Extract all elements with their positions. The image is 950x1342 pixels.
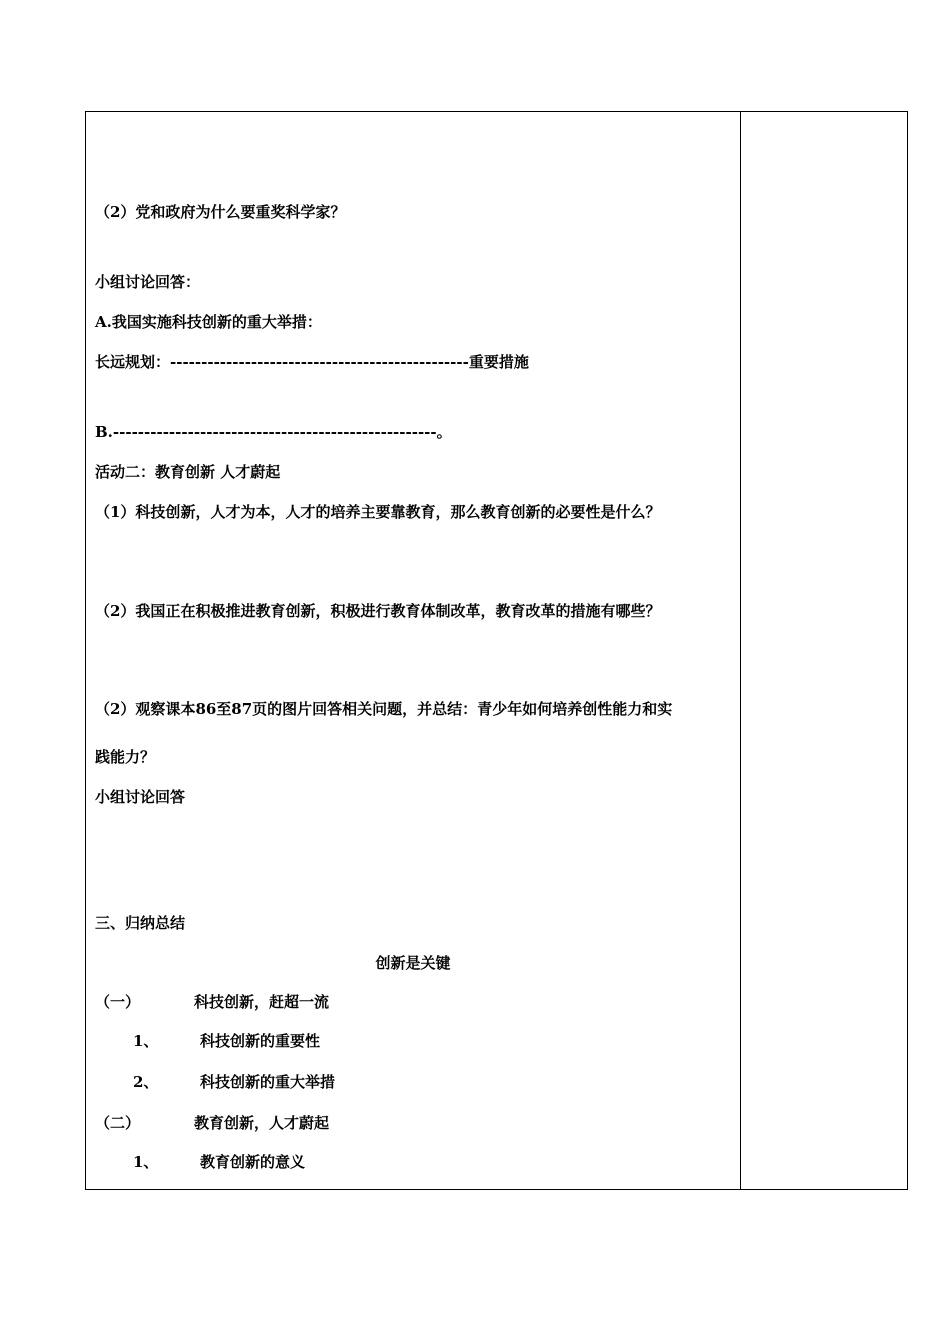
group-discussion-label-2: 小组讨论回答	[95, 788, 186, 806]
table-frame	[85, 111, 908, 1190]
outline-marker: 1、	[133, 1032, 159, 1050]
outline-text: 教育创新，人才蔚起	[194, 1114, 330, 1132]
outline-text: 科技创新的重要性	[200, 1032, 321, 1050]
outline-text: 科技创新的重大举措	[200, 1073, 336, 1091]
question-observe-line1: （2）观察课本86至87页的图片回答相关问题，并总结：青少年如何培养创性能力和实	[95, 700, 673, 718]
activity-two-heading: 活动二：教育创新 人才蔚起	[95, 463, 281, 481]
question-observe-line2: 践能力？	[95, 748, 156, 766]
outline-marker: 1、	[133, 1153, 159, 1171]
outline-text: 教育创新的意义	[200, 1153, 306, 1171]
column-divider	[740, 111, 741, 1190]
summary-title: 创新是关键	[375, 954, 451, 972]
question-2-reform: （2）我国正在积极推进教育创新，积极进行教育体制改革，教育改革的措施有哪些？	[95, 602, 661, 620]
group-discussion-label: 小组讨论回答：	[95, 273, 201, 291]
outline-marker: 2、	[133, 1073, 159, 1091]
long-term-plan-line: 长远规划：------------------------------------------------重要措施	[95, 353, 529, 371]
question-1-education: （1）科技创新，人才为本，人才的培养主要靠教育，那么教育创新的必要性是什么？	[95, 503, 661, 521]
section-a-heading: A.我国实施科技创新的重大举措：	[95, 313, 322, 331]
summary-heading: 三、归纳总结	[95, 914, 186, 932]
outline-marker: （二）	[95, 1114, 141, 1132]
outline-text: 科技创新，赶超一流	[194, 993, 330, 1011]
question-2-scientists: （2）党和政府为什么要重奖科学家？	[95, 203, 346, 221]
outline-marker: （一）	[95, 993, 141, 1011]
section-b-line: B.----------------------------------------------------。	[95, 423, 452, 441]
